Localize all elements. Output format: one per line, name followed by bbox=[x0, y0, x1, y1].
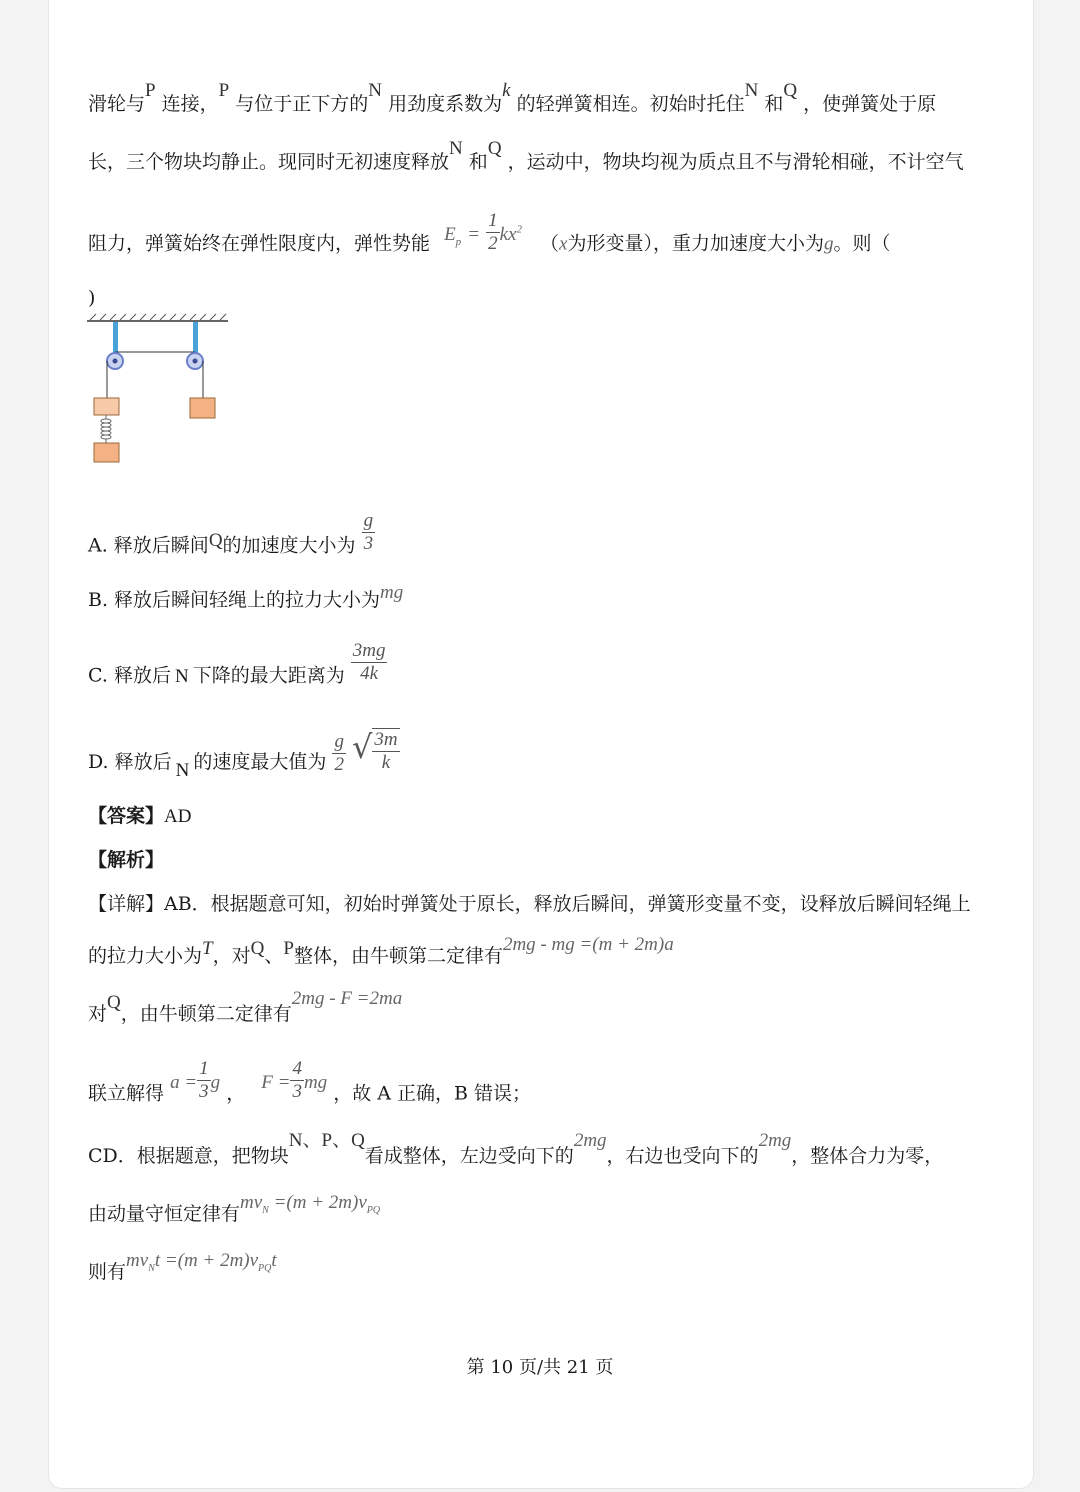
momentum-left: mv bbox=[240, 1192, 263, 1213]
text: 【详解】AB．根据题意可知，初始时弹簧处于原长，释放后瞬间，弹簧形变量不变，设释放后瞬间轻绳上 bbox=[88, 893, 971, 915]
numerator: 4 bbox=[292, 1058, 302, 1079]
text: 阻力，弹簧始终在弹性限度内，弹性势能 bbox=[88, 232, 431, 255]
text: ，由牛顿第二定律有 bbox=[120, 1003, 292, 1025]
text: 。则（ bbox=[833, 232, 891, 255]
text: A. 释放后瞬间 bbox=[88, 534, 209, 557]
numerator: 3mg bbox=[352, 640, 386, 661]
denominator: 3 bbox=[292, 1081, 302, 1102]
block-n bbox=[94, 443, 119, 462]
subscript: PQ bbox=[366, 1204, 381, 1216]
displacement-left: mv bbox=[126, 1250, 149, 1271]
text: ，故 A 正确，B 错误； bbox=[333, 1082, 532, 1105]
text: （ bbox=[540, 232, 560, 255]
var-n: N bbox=[744, 80, 759, 101]
fraction-one-third bbox=[197, 1058, 211, 1103]
equals: = bbox=[467, 223, 481, 245]
fraction-3m-over-k bbox=[372, 728, 399, 774]
numerator: 1 bbox=[488, 210, 498, 231]
denominator: k bbox=[381, 752, 391, 773]
denominator: 2 bbox=[334, 753, 344, 775]
numerator: g bbox=[334, 730, 344, 752]
question-line-2 bbox=[88, 138, 964, 175]
text: 用劲度系数为 bbox=[388, 93, 503, 115]
text: 的速度最大值为 bbox=[193, 751, 327, 773]
option-b bbox=[88, 582, 404, 613]
var-n: N bbox=[368, 80, 383, 101]
detail-line-1 bbox=[88, 892, 971, 916]
denominator: 3 bbox=[363, 533, 374, 554]
var-g: g bbox=[210, 1071, 221, 1093]
text: ，右边也受向下的 bbox=[606, 1145, 759, 1167]
text: ， bbox=[226, 1082, 246, 1105]
blocks-npq: N、P、Q bbox=[288, 1130, 365, 1151]
pulley-diagram bbox=[84, 312, 234, 468]
text: 的轻弹簧相连。初始时托住 bbox=[516, 93, 745, 115]
answer-value: AD bbox=[164, 806, 192, 827]
right-pulley-axle bbox=[193, 359, 198, 364]
page-footer bbox=[0, 1356, 1080, 1380]
equation-1: 2mg - mg =(m + 2m)a bbox=[502, 934, 674, 955]
subscript: N bbox=[148, 1262, 155, 1274]
numerator: 3m bbox=[374, 729, 398, 750]
energy-subscript: p bbox=[455, 235, 462, 248]
detail-line-3 bbox=[88, 988, 403, 1027]
block-p bbox=[94, 398, 119, 415]
f-equals: F = bbox=[261, 1071, 291, 1093]
numerator: g bbox=[363, 510, 374, 531]
option-d bbox=[88, 728, 400, 786]
var-p: P bbox=[283, 938, 294, 959]
var-p: P bbox=[145, 80, 156, 101]
text: 由动量守恒定律有 bbox=[88, 1203, 241, 1225]
fraction-g-over-2 bbox=[332, 731, 346, 776]
block-q bbox=[190, 398, 215, 418]
fraction-four-thirds bbox=[290, 1058, 304, 1103]
var-p: P bbox=[218, 80, 230, 101]
subscript: N bbox=[262, 1204, 269, 1216]
equation-2: 2mg - F =2ma bbox=[291, 988, 403, 1009]
text: 联立解得 bbox=[88, 1082, 165, 1105]
detail-line-2 bbox=[88, 934, 674, 969]
text: 的加速度大小为 bbox=[222, 534, 356, 557]
question-line-1 bbox=[88, 80, 937, 117]
a-equals: a = bbox=[170, 1071, 198, 1093]
analysis-label: 【解析】 bbox=[88, 849, 165, 871]
text: ，整体合力为零， bbox=[791, 1145, 944, 1167]
question-line-4 bbox=[88, 286, 95, 310]
expr-mg: mg bbox=[303, 1071, 328, 1093]
expr-2mg: 2mg bbox=[758, 1130, 792, 1151]
text: 整体，由牛顿第二定律有 bbox=[293, 945, 503, 967]
var-q: Q bbox=[783, 80, 798, 101]
var-q: Q bbox=[250, 938, 265, 959]
denominator: 3 bbox=[199, 1081, 209, 1102]
var-t: T bbox=[202, 938, 213, 959]
var-n: N bbox=[174, 665, 189, 687]
left-pulley-axle bbox=[113, 359, 118, 364]
spring bbox=[101, 415, 111, 443]
text: C. 释放后 bbox=[88, 664, 171, 687]
text: ，对 bbox=[212, 945, 251, 967]
text: 看成整体，左边受向下的 bbox=[364, 1145, 574, 1167]
fraction-g-over-3 bbox=[362, 510, 376, 555]
kx: kx bbox=[499, 223, 517, 245]
text: 和 bbox=[468, 151, 488, 173]
text: 、 bbox=[264, 945, 284, 967]
detail-line-4 bbox=[88, 1058, 532, 1117]
var-g: g bbox=[823, 233, 834, 255]
text: 与位于正下方的 bbox=[235, 93, 369, 115]
option-c bbox=[88, 640, 387, 699]
text: 的拉力大小为 bbox=[88, 945, 203, 967]
expr-mg: mg bbox=[380, 582, 404, 603]
exponent: 2 bbox=[516, 223, 522, 236]
numerator: 1 bbox=[199, 1058, 209, 1079]
text: B. 释放后瞬间轻绳上的拉力大小为 bbox=[88, 589, 381, 611]
var-k: k bbox=[502, 80, 511, 101]
text: ，运动中，物块均视为质点且不与滑轮相碰，不计空气 bbox=[507, 151, 964, 173]
var-n: N bbox=[175, 760, 190, 781]
subscript: PQ bbox=[258, 1262, 272, 1274]
detail-line-5 bbox=[88, 1130, 944, 1169]
text: 长，三个物块均静止。现同时无初速度释放 bbox=[88, 151, 450, 173]
text: 和 bbox=[764, 93, 784, 115]
question-line-3 bbox=[88, 210, 891, 267]
sqrt-sign: √ bbox=[351, 728, 373, 766]
page-number: 第 10 页/共 21 页 bbox=[466, 1357, 614, 1378]
denominator: 2 bbox=[488, 233, 498, 254]
detail-line-7 bbox=[88, 1250, 277, 1293]
fraction-one-half bbox=[486, 210, 500, 255]
text: D. 释放后 bbox=[88, 751, 172, 773]
text: 连接， bbox=[161, 93, 219, 115]
text: 为形变量），重力加速度大小为 bbox=[567, 232, 824, 255]
ceiling-hatching bbox=[90, 314, 226, 320]
closing-paren: ) bbox=[88, 287, 96, 309]
fraction-3mg-over-4k bbox=[351, 640, 388, 685]
detail-line-6 bbox=[88, 1192, 381, 1235]
text: 下降的最大距离为 bbox=[192, 664, 345, 687]
analysis-heading bbox=[88, 848, 164, 872]
denominator: 4k bbox=[360, 663, 379, 684]
var-x: x bbox=[559, 233, 568, 255]
answer-label: 【答案】 bbox=[88, 805, 165, 827]
text: CD．根据题意，把物块 bbox=[88, 1145, 289, 1167]
momentum-right: =(m + 2m)v bbox=[273, 1192, 367, 1213]
energy-symbol: E bbox=[444, 223, 456, 245]
var-n: N bbox=[449, 138, 463, 159]
option-a bbox=[88, 510, 375, 569]
text: 对 bbox=[88, 1003, 108, 1025]
displacement-right: t =(m + 2m)v bbox=[154, 1250, 259, 1271]
expr-2mg: 2mg bbox=[573, 1130, 607, 1151]
var-q: Q bbox=[487, 138, 502, 159]
var-q: Q bbox=[208, 529, 223, 551]
answer bbox=[88, 804, 191, 829]
var-q: Q bbox=[107, 992, 121, 1013]
text: 滑轮与 bbox=[88, 93, 146, 115]
var-t: t bbox=[271, 1250, 277, 1271]
text: 则有 bbox=[88, 1261, 127, 1283]
text: ，使弹簧处于原 bbox=[803, 93, 937, 115]
